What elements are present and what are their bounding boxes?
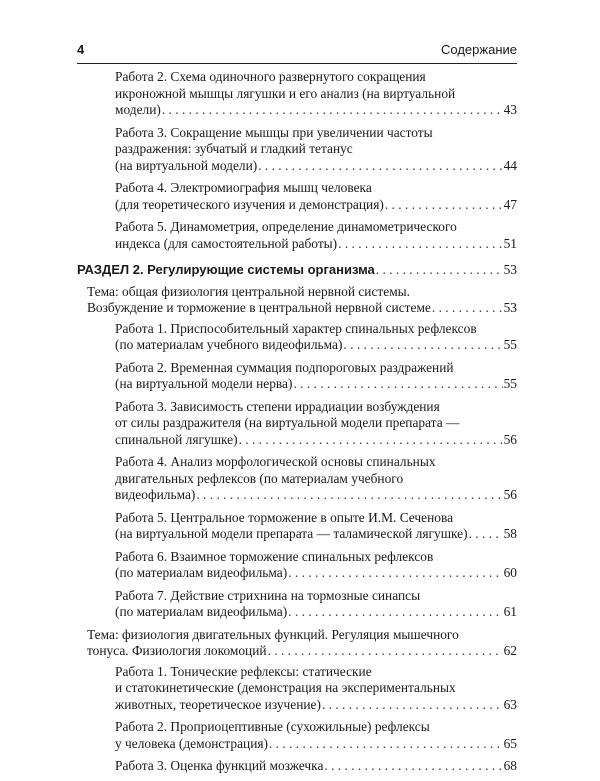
dot-leader [258,158,502,175]
toc-page-number: 47 [503,196,517,212]
toc-topic[interactable] [87,627,517,660]
toc-entry-line: Работа 2. Проприоцептивные (сухожильные) рефлексы [115,719,430,734]
toc-entry-leader-line [77,262,517,279]
toc-page-number: 53 [503,262,517,277]
toc-entry-leader-line [115,197,517,214]
toc-entry-leader-line [115,697,517,714]
toc-section[interactable] [77,262,517,279]
dot-leader [432,300,503,317]
toc-entry-line: Работа 6. Взаимное торможение спинальных рефлексов [115,548,434,564]
header-divider [77,63,517,64]
toc-page-number: 60 [503,565,517,580]
toc-entry-title: животных, теоретическое изучение) [115,696,321,712]
toc-page-number: 56 [503,431,517,447]
toc-entry-title: (по материалам видеофильма) [115,604,288,619]
toc-entry-line: Работа 7. Действие стрихнина на тормозные синапсы [115,587,421,603]
toc-entry[interactable] [115,219,517,252]
toc-entry-leader-line [115,432,517,449]
toc-entry-leader-line [115,758,517,775]
toc-page-number: 53 [503,300,517,315]
toc-entry-line: Работа 4. Анализ морфологической основы спинальных [115,454,436,469]
toc-entry-title: индекса (для самостоятельной работы) [115,235,338,251]
toc-entry-title: (на виртуальной модели препарата — таламической лягушке) [115,526,468,541]
dot-leader [385,197,503,214]
dot-leader [376,262,503,279]
toc-entry-line: икроножной мышцы лягушки и его анализ (на виртуальной [115,85,456,101]
toc-entry-title: (на виртуальной модели) [115,157,258,173]
toc-entry-title: (по материалам учебного видеофильма) [115,337,343,352]
toc-entry-title: у человека (демонстрация) [115,735,268,751]
toc-entry-leader-line [87,300,517,317]
dot-leader [288,604,502,621]
toc-entry[interactable] [115,454,517,504]
dot-leader [288,565,502,582]
toc-entry-leader-line [115,158,517,175]
dot-leader [293,376,502,393]
running-title: Содержание [441,42,517,57]
toc-entry[interactable] [115,549,517,582]
dot-leader [469,526,503,543]
toc-entry[interactable] [115,510,517,543]
toc-entry-title: спинальной лягушке) [115,431,238,447]
toc-page-number: 63 [503,696,517,712]
toc-entry[interactable] [115,180,517,213]
toc-page-number: 43 [503,102,517,117]
toc-entry[interactable] [115,719,517,752]
toc-entry-title: (на виртуальной модели нерва) [115,376,293,391]
toc-entry[interactable] [115,588,517,621]
dot-leader [239,432,503,449]
toc-topic[interactable] [87,284,517,317]
toc-entry-leader-line [87,643,517,660]
toc-entry-line: Работа 1. Приспособительный характер спинальных рефлексов [115,320,477,336]
dot-leader [268,643,503,660]
toc-entry-line: Работа 4. Электромиография мышц человека [115,180,372,195]
toc-entry-leader-line [115,487,517,504]
toc-entry-title: (для теоретического изучения и демонстрация) [115,196,384,212]
toc-entry-leader-line [115,102,517,119]
toc-entry-title: Возбуждение и торможение в центральной нервной системе [87,300,431,315]
toc-page-number: 55 [503,376,517,391]
toc-page-number: 51 [503,235,517,251]
toc-entry[interactable] [115,69,517,119]
toc-entry[interactable] [115,125,517,175]
toc-entry-line: Тема: общая физиология центральной нервной системы. [87,283,411,299]
toc-entry-title: видеофильма) [115,487,196,502]
toc-entry-leader-line [115,604,517,621]
toc-entry-line: Тема: физиология двигательных функций. Регуляция мышечного [87,626,459,642]
toc-entry[interactable] [115,360,517,393]
toc-entry-leader-line [115,337,517,354]
toc-entry-line: Работа 2. Временная суммация подпороговых раздражений [115,359,454,375]
toc-entry-line: Работа 3. Зависимость степени иррадиации возбуждения [115,398,440,414]
toc-page-number: 61 [503,604,517,619]
table-of-contents [77,69,517,781]
page-header [77,42,517,60]
toc-entry-leader-line [115,526,517,543]
toc-page-number: 56 [503,487,517,502]
toc-entry-title: РАЗДЕЛ 2. Регулирующие системы организма [77,262,375,277]
toc-entry-line: раздражения: зубчатый и гладкий тетанус [115,141,353,156]
toc-page-number: 65 [503,735,517,751]
dot-leader [324,758,502,775]
toc-entry-title: (по материалам видеофильма) [115,565,288,580]
toc-entry-leader-line [115,376,517,393]
toc-page-number: 58 [503,526,517,541]
toc-entry-line: Работа 1. Тонические рефлексы: статические [115,663,372,679]
page-number: 4 [77,42,85,57]
dot-leader [162,102,503,119]
toc-entry-line: и статокинетические (демонстрация на экспериментальных [115,680,456,695]
toc-page-number: 44 [503,157,517,173]
toc-entry-leader-line [115,236,517,253]
toc-page-number: 62 [503,643,517,658]
toc-entry[interactable] [115,758,517,775]
toc-entry-title: модели) [115,102,161,117]
toc-entry[interactable] [115,399,517,449]
toc-page-number: 55 [503,337,517,352]
toc-entry-line: Работа 5. Центральное торможение в опыте И.М. Сеченова [115,509,454,525]
toc-entry-line: Работа 3. Сокращение мышцы при увеличении частоты [115,124,433,140]
toc-entry-line: Работа 2. Схема одиночного развернутого сокращения [115,69,426,84]
toc-entry-line: от силы раздражителя (на виртуальной модели препарата — [115,415,460,430]
dot-leader [196,487,502,504]
toc-entry-title: тонуса. Физиология локомоций [87,643,267,658]
toc-page-number: 68 [503,758,517,773]
dot-leader [322,697,503,714]
toc-entry[interactable] [115,321,517,354]
toc-entry-line: Работа 5. Динамометрия, определение динамометрического [115,219,457,234]
dot-leader [338,236,502,253]
dot-leader [343,337,502,354]
toc-entry-title: Работа 3. Оценка функций мозжечка [115,758,324,773]
toc-entry[interactable] [115,664,517,714]
toc-entry-leader-line [115,565,517,582]
toc-entry-line: двигательных рефлексов (по материалам учебного [115,470,404,486]
